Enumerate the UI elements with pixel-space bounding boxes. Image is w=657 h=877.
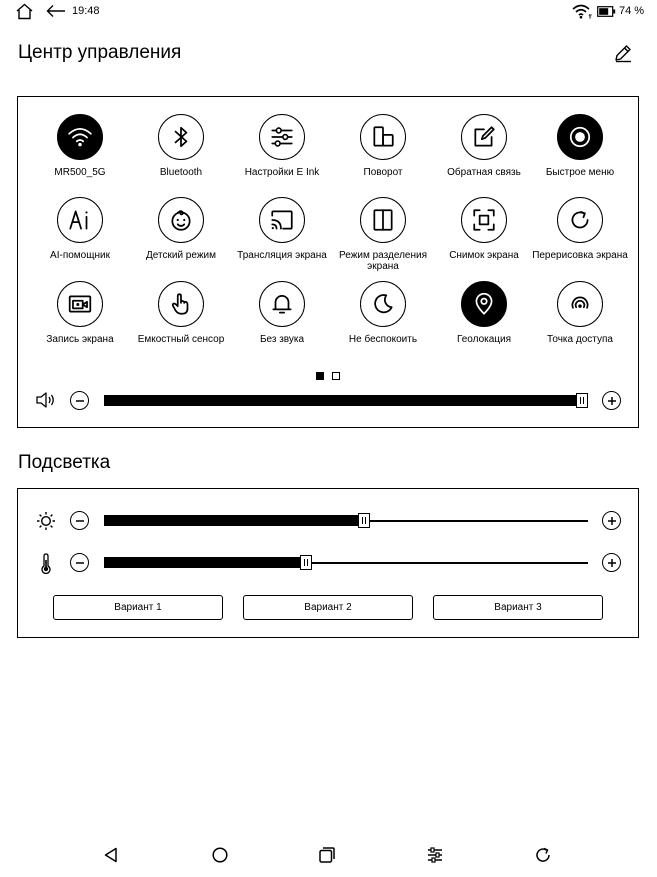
tile-child-face[interactable]: [127, 197, 235, 267]
tile-label: Bluetooth: [159, 167, 203, 178]
ai-icon: [67, 207, 93, 233]
preset-3-button[interactable]: Вариант 3: [433, 595, 603, 620]
backlight-title: Подсветка: [18, 452, 111, 473]
location-pin-icon: [471, 291, 497, 317]
tile-label: Геолокация: [456, 334, 512, 345]
hotspot-icon: [567, 291, 593, 317]
back-icon[interactable]: [102, 846, 120, 864]
preset-2-button[interactable]: Вариант 2: [243, 595, 413, 620]
tile-screen-record[interactable]: [26, 281, 134, 351]
home-icon[interactable]: [15, 3, 34, 20]
tile-label: Настройки E Ink: [244, 167, 320, 178]
tile-bluetooth[interactable]: [127, 114, 235, 184]
speaker-icon: [36, 391, 56, 409]
tile-bell[interactable]: [228, 281, 336, 351]
page-dot-2[interactable]: [332, 372, 340, 380]
navigation-bar: [0, 836, 657, 876]
battery-icon: [597, 6, 616, 17]
tile-label: Быстрое меню: [545, 167, 615, 178]
backlight-panel: [17, 488, 639, 638]
tile-rotate-screen-toggle[interactable]: [360, 114, 406, 160]
preset-1-button[interactable]: Вариант 1: [53, 595, 223, 620]
svg-text:ff: ff: [588, 14, 592, 19]
pencil-icon[interactable]: [613, 43, 633, 63]
tile-cast[interactable]: [228, 197, 336, 267]
split-screen-icon: [370, 207, 396, 233]
tile-location-pin-toggle[interactable]: [461, 281, 507, 327]
recents-icon[interactable]: [318, 846, 336, 864]
tile-label: AI-помощник: [50, 250, 110, 261]
tile-wifi-toggle[interactable]: [57, 114, 103, 160]
bell-icon: [269, 291, 295, 317]
refresh-icon: [567, 207, 593, 233]
tile-feedback-toggle[interactable]: [461, 114, 507, 160]
feedback-icon: [471, 124, 497, 150]
quick-menu-icon: [567, 124, 593, 150]
brightness-slider-thumb[interactable]: [358, 513, 370, 528]
sun-icon: [36, 511, 56, 531]
tile-label: Не беспокоить: [348, 334, 418, 345]
child-face-icon: [168, 207, 194, 233]
tile-screen-record-toggle[interactable]: [57, 281, 103, 327]
tile-quick-menu-toggle[interactable]: [557, 114, 603, 160]
wifi-status-icon: [572, 4, 594, 19]
tile-split-screen[interactable]: [329, 197, 437, 272]
volume-decrease-button[interactable]: [70, 391, 89, 410]
page-title: Центр управления: [18, 42, 182, 63]
back-arrow-icon[interactable]: [46, 4, 66, 18]
tile-label: Перерисовка экрана: [532, 250, 628, 261]
tile-label: Емкостный сенсор: [137, 334, 225, 345]
temperature-decrease-button[interactable]: [70, 553, 89, 572]
tile-refresh-toggle[interactable]: [557, 197, 603, 243]
thermometer-icon: [39, 553, 53, 574]
tile-moon[interactable]: [329, 281, 437, 351]
tile-hotspot-toggle[interactable]: [557, 281, 603, 327]
clock: 19:48: [72, 5, 100, 17]
tile-bell-toggle[interactable]: [259, 281, 305, 327]
tile-label: Снимок экрана: [449, 250, 519, 261]
quick-settings-panel: [17, 96, 639, 428]
tile-sliders-toggle[interactable]: [259, 114, 305, 160]
temperature-slider-thumb[interactable]: [300, 555, 312, 570]
temperature-slider[interactable]: [104, 556, 588, 569]
tile-label: Без звука: [259, 334, 305, 345]
tile-rotate-screen[interactable]: [329, 114, 437, 184]
temperature-increase-button[interactable]: [602, 553, 621, 572]
tile-touch-hand-toggle[interactable]: [158, 281, 204, 327]
tile-child-face-toggle[interactable]: [158, 197, 204, 243]
touch-hand-icon: [168, 291, 194, 317]
tile-label: MR500_5G: [54, 167, 106, 178]
brightness-slider[interactable]: [104, 514, 588, 527]
screen-record-icon: [67, 291, 93, 317]
status-bar: [0, 0, 657, 26]
settings-sliders-icon[interactable]: [426, 846, 444, 864]
tile-touch-hand[interactable]: [127, 281, 235, 351]
tile-moon-toggle[interactable]: [360, 281, 406, 327]
bluetooth-icon: [168, 124, 194, 150]
tile-label: Точка доступа: [547, 334, 613, 345]
tile-ai[interactable]: [26, 197, 134, 267]
refresh-icon[interactable]: [534, 846, 552, 864]
tile-label: Запись экрана: [46, 334, 114, 345]
tile-screenshot-toggle[interactable]: [461, 197, 507, 243]
tile-ai-toggle[interactable]: [57, 197, 103, 243]
tile-label: Режим разделения экрана: [339, 250, 427, 272]
tile-sliders[interactable]: [228, 114, 336, 184]
brightness-increase-button[interactable]: [602, 511, 621, 530]
tile-refresh[interactable]: [526, 197, 634, 267]
tile-bluetooth-toggle[interactable]: [158, 114, 204, 160]
cast-icon: [269, 207, 295, 233]
sliders-icon: [269, 124, 295, 150]
battery-percent: 74 %: [619, 5, 645, 17]
tile-label: Обратная связь: [447, 167, 521, 178]
wifi-icon: [67, 124, 93, 150]
tile-label: Трансляция экрана: [237, 250, 327, 261]
volume-increase-button[interactable]: [602, 391, 621, 410]
screenshot-icon: [471, 207, 497, 233]
tile-split-screen-toggle[interactable]: [360, 197, 406, 243]
tile-label: Детский режим: [146, 250, 216, 261]
home-icon[interactable]: [211, 846, 229, 864]
volume-slider-thumb[interactable]: [576, 393, 588, 408]
tile-quick-menu[interactable]: [526, 114, 634, 184]
moon-icon: [370, 291, 396, 317]
rotate-screen-icon: [370, 124, 396, 150]
tile-hotspot[interactable]: [526, 281, 634, 351]
tile-wifi[interactable]: [26, 114, 134, 184]
volume-slider[interactable]: [104, 394, 588, 407]
brightness-decrease-button[interactable]: [70, 511, 89, 530]
tile-label: Поворот: [363, 167, 403, 178]
page-dot-1[interactable]: [316, 372, 324, 380]
tile-cast-toggle[interactable]: [259, 197, 305, 243]
